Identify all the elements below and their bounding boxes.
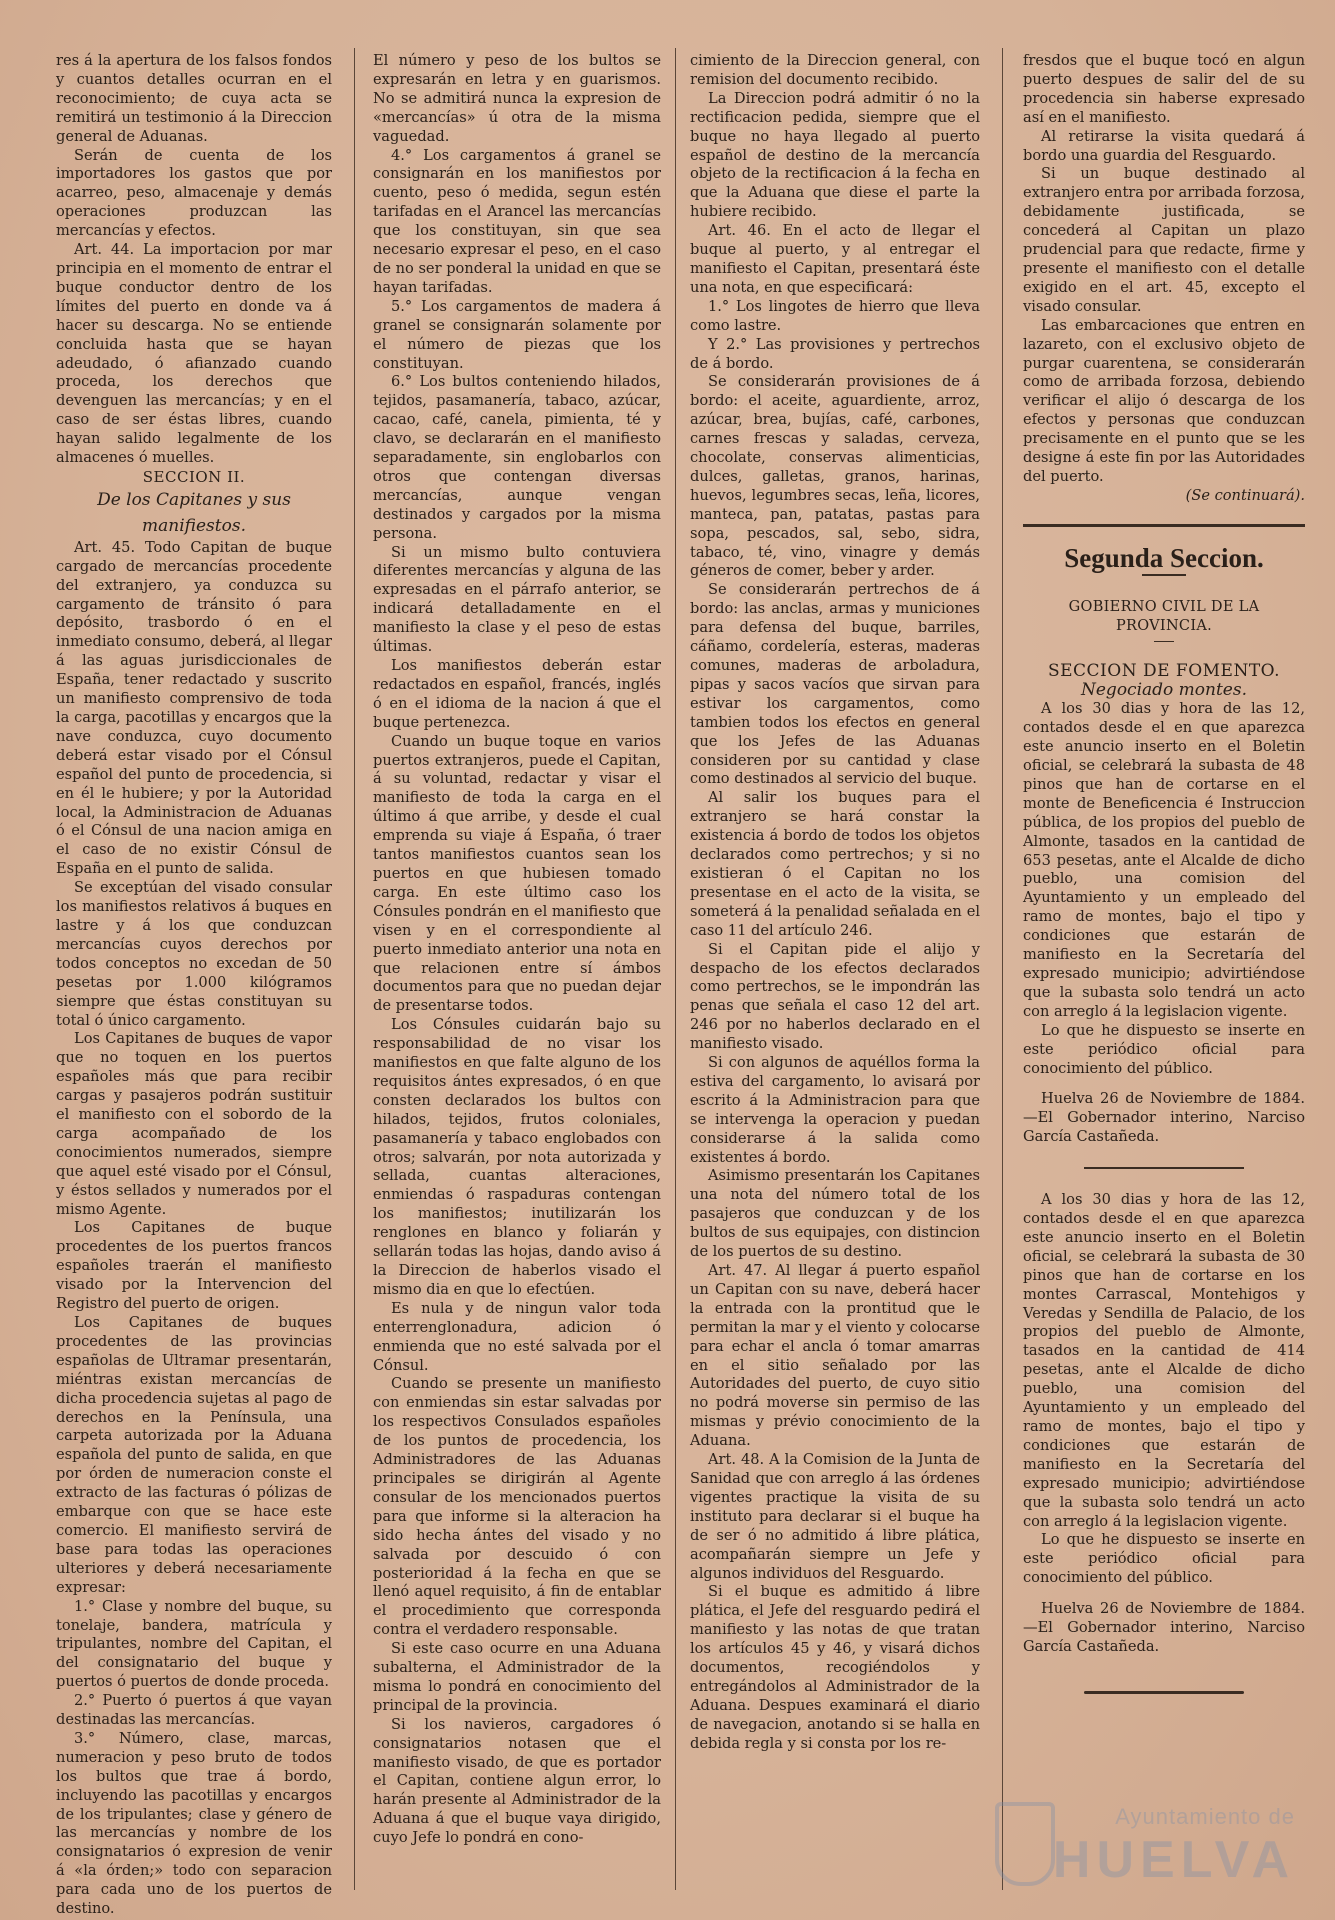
paragraph: Los Capitanes de buques de vapor que no toquen en los puertos españoles más que para recibir cargas y pasajeros podrán sustituir el manifiesto con el sobordo de la carga acompañado de los conocimientos numerados, siempre que aquel esté visado por el Cónsul, y éstos sellados y numerados por el mismo Agente. — [56, 1030, 332, 1218]
paragraph: El número y peso de los bultos se expresarán en letra y en guarismos. No se admitirá nunca la expresion de «mercancías» ú otra de la misma vaguedad. — [373, 52, 661, 145]
title-dash — [1142, 574, 1186, 576]
column-1 — [56, 52, 332, 1918]
paragraph: Art. 48. A la Comision de la Junta de Sanidad que con arreglo á las órdenes vigentes practique la visita de su instituto para declarar si el buque ha de ser ó no admitido á libre plática, acompañarán siempre un Jefe y algunos individuos del Resguardo. — [690, 1451, 980, 1582]
section-rule — [1023, 524, 1305, 527]
paragraph: Se considerarán provisiones de á bordo: el aceite, aguardiente, arroz, azúcar, brea, bujías, café, carbones, carnes frescas y saladas, cerveza, chocolate, conservas alimenticias, dulces, galletas, granos, harinas, huevos, legumbres secas, leña, licores, manteca, pan, patatas, pastas para sopa, pescados, sal, sebo, sidra, tabaco, té, vino, vinagre y demás géneros de comer, beber y arder. — [690, 373, 980, 580]
paragraph: Serán de cuenta de los importadores los gastos que por acarreo, peso, almacenaje y demás operaciones produzcan las mercancías y efectos. — [56, 146, 332, 240]
paragraph: La Direccion podrá admitir ó no la rectificacion pedida, siempre que el buque no haya llegado al puerto español de destino de la mercancía objeto de la rectificacion á la fecha en que la Aduana que diese el parte la hubiere recibido. — [690, 89, 980, 221]
paragraph: 6.° Los bultos conteniendo hilados, tejidos, pasamanería, tabaco, azúcar, cacao, café, canela, pimienta, té y clavo, se declararán en el manifiesto separadamente, sin englobarlos con otros que contengan diversas mercancías, aunque vengan destinados y cargados por la misma persona. — [373, 373, 661, 542]
paragraph: res á la apertura de los falsos fondos y cuantos detalles ocurran en el reconocimiento; de cuya acta se remitirá un testimonio á la Direccion general de Aduanas. — [56, 52, 332, 145]
negociado-title: Negociado montes. — [1081, 680, 1247, 701]
watermark-line1: Ayuntamiento de — [1115, 1804, 1295, 1829]
paragraph: Los Capitanes de buques procedentes de las provincias españolas de Ultramar presentarán, miéntras existan mercancías de dicha procedencia sujetas al pago de derechos en la Península, una carpeta autorizada por la Aduana española del punto de salida, en que por órden de numeracion conste el extracto de las facturas ó pólizas de embarque con que se hace este comercio. El manifiesto servirá de base para todas las operaciones ulteriores y deberá necesariamente expresar: — [56, 1314, 332, 1596]
paragraph: Art. 47. Al llegar á puerto español un Capitan con su nave, deberá hacer la entrada con la prontitud que le permitan la mar y el viento y colocarse para echar el ancla ó tomar amarras en el sitio señalado por las Autoridades del puerto, de cuyo sitio no podrá moverse sin permiso de las mismas y prévio conocimiento de la Aduana. — [690, 1262, 980, 1450]
watermark — [995, 1792, 1295, 1902]
paragraph: Los Capitanes de buque procedentes de los puertos francos españoles traerán el manifiesto visado por la Intervencion del Registro del puerto de origen. — [56, 1219, 332, 1313]
paragraph: Art. 46. En el acto de llegar el buque al puerto, y al entregar el manifiesto el Capitan, presentará éste una nota, en que especificará: — [690, 222, 980, 296]
paragraph: 4.° Los cargamentos á granel se consignarán en los manifiestos por cuento, peso ó medida, segun estén tarifadas en el Arancel las mercancías que los constituyan, sin que sea necesario expresar el peso, en el caso de no ser ponderal la unidad en que se hayan tarifadas. — [373, 146, 661, 296]
paragraph: fresdos que el buque tocó en algun puerto despues de salir del de su procedencia sin haberse expresado así en el manifiesto. — [1023, 52, 1305, 126]
paragraph: 1.° Los lingotes de hierro que lleva como lastre. — [690, 297, 980, 334]
column-divider — [675, 48, 676, 1890]
paragraph: 1.° Clase y nombre del buque, su tonelaje, bandera, matrícula y tripulantes, nombre del Capitan, el del consignatario del buque y puertos ó puertos de donde proceda. — [56, 1597, 332, 1691]
paragraph: Al retirarse la visita quedará á bordo una guardia del Resguardo. — [1023, 127, 1305, 164]
paragraph: cimiento de la Direccion general, con remision del documento recibido. — [690, 52, 980, 88]
gov-title: GOBIERNO CIVIL DE LA PROVINCIA. — [1068, 598, 1260, 634]
paragraph: Si los navieros, cargadores ó consignatarios notasen que el manifiesto visado, de que es portador el Capitan, contiene algun error, lo harán presente al Administrador de la Aduana á que el buque vaya dirigido, cuyo Jefe lo pondrá en cono- — [373, 1715, 661, 1847]
paragraph: Art. 44. La importacion por mar principia en el momento de entrar el buque conductor dentro de los límites del puerto en donde va á hacer su descarga. No se entiende concluida hasta que se hayan adeudado, ó afianzado cuando proceda, los derechos que devenguen las mercancías; y en el caso de ser éstas libres, cuando hayan salido legalmente de los almacenes ó muelles. — [56, 241, 332, 467]
paragraph: Las embarcaciones que entren en lazareto, con el exclusivo objeto de purgar cuarentena, se considerarán como de arribada forzosa, debiendo verificar el alijo ó descarga de los efectos y personas que conduzcan precisamente en el punto que se les designe á este fin por las Autoridades del puerto. — [1023, 316, 1305, 485]
paragraph: Si este caso ocurre en una Aduana subalterna, el Administrador de la misma lo pondrá en conocimiento del principal de la provincia. — [373, 1640, 661, 1714]
notice-paragraph: Lo que he dispuesto se inserte en este periódico oficial para conocimiento del público. — [1023, 1531, 1305, 1587]
column-3 — [690, 52, 980, 1896]
column-4 — [1023, 52, 1305, 1896]
paragraph: Si el buque es admitido á libre plática, el Jefe del resguardo pedirá el manifiesto y las notas de que tratan los artículos 45 y 46, y visará dichos documentos, recogiéndolos y entregándolos al Administrador de la Aduana. Despues examinará el diario de navegacion, anotando si se halla en debida regla y si consta por los re- — [690, 1583, 980, 1752]
paragraph: Es nula y de ningun valor toda enterrenglonadura, adicion ó enmienda que no esté salvada por el Cónsul. — [373, 1299, 661, 1374]
shield-icon — [995, 1802, 1055, 1886]
paragraph: 2.° Puerto ó puertos á que vayan destinadas las mercancías. — [56, 1692, 332, 1729]
paragraph: Cuando un buque toque en varios puertos extranjeros, puede el Capitan, á su voluntad, redactar y visar el manifiesto de toda la carga en el último á que arribe, y desde el cual emprenda su viaje á España, ó traer tantos manifiestos cuantos sean los puertos en que hubiesen tomado carga. En este último caso los Cónsules pondrán en el manifiesto que visen y en el correspondiente al puerto inmediato anterior una nota en que relacionen entre sí ámbos documentos para que no puedan dejar de presentarse todos. — [373, 732, 662, 1015]
paragraph: Los manifiestos deberán estar redactados en español, francés, inglés ó en el idioma de la nacion á que el buque pertenezca. — [373, 657, 661, 731]
paragraph: 3.° Número, clase, marcas, numeracion y peso bruto de todos los bultos que trae á bordo, incluyendo las pacotillas y encargos de los tripulantes; clase y género de las mercancías y nombre de los consignatarios ó expresion de venir á «la órden;» todo con separacion para cada uno de los puertos de destino. — [56, 1729, 332, 1918]
end-rule — [1084, 1691, 1244, 1694]
column-divider — [1002, 48, 1003, 1890]
paragraph: Art. 45. Todo Capitan de buque cargado de mercancías procedente del extranjero, ya conduzca su cargamento de tránsito ó para depósito, trasbordo ó en el inmediato consumo, deberá, al llegar á las aguas jurisdiccionales de España, tener redactado y suscrito un manifiesto comprensivo de toda la carga, pacotillas y encargos que la nave conduzca, cuyo documento deberá estar visado por el Cónsul español del punto de procedencia, si en él le hubiere; y por la Autoridad local, la Administracion de Aduanas ó el Cónsul de una nacion amiga en el caso de no existir Cónsul de España en el punto de salida. — [56, 538, 332, 878]
column-divider — [354, 48, 355, 1890]
paragraph: Se considerarán pertrechos de á bordo: las anclas, armas y municiones para defensa del buque, barriles, cáñamo, cordelería, esteras, maderas comunes, maderas de arboladura, pipas y sacos vacíos que sirvan para estivar los cargamentos, como tambien todos los efectos en general que los Jefes de las Aduanas consideren por su cantidad y clase como destinados al servicio del buque. — [690, 581, 980, 788]
paragraph: Si un mismo bulto contuviera diferentes mercancías y alguna de las expresadas en el párrafo anterior, se indicará detalladamente en el manifiesto la clase y el peso de estas últimas. — [373, 543, 661, 656]
title-dash — [1154, 641, 1174, 642]
paragraph: Cuando se presente un manifiesto con enmiendas sin estar salvadas por los respectivos Consulados españoles de los puntos de procedencia, los Administradores de las Aduanas principales se dirigirán al Agente consular de los mencionados puertos para que informe si la alteracion ha sido hecha ántes del visado y no salvada por descuido ó con posterioridad á la fecha en que se llenó aquel requisito, á fin de entablar el procedimiento que corresponda contra el verdadero responsable. — [373, 1375, 661, 1639]
signature-line: Huelva 26 de Noviembre de 1884. —El Gobernador interino, Narciso García Castañeda. — [1023, 1600, 1305, 1655]
paragraph: Se exceptúan del visado consular los manifiestos relativos á buques en lastre y á los que conduzcan mercancías cuyos derechos por todos conceptos no excedan de 50 pesetas por 1.000 kilógramos siempre que éstas constituyan su total ó único cargamento. — [56, 879, 332, 1029]
continued-note: (Se continuará). — [1185, 486, 1305, 504]
paragraph: Los Cónsules cuidarán bajo su responsabilidad de no visar los manifiestos en que falte alguno de los requisitos ántes expresados, ó en que consten declarados los bultos con hilados, tejidos, frutos coloniales, pasamanería y tabaco englobados con otros; salvarán, por nota autorizada y sellada, cuantas alteraciones, enmiendas ó raspaduras contengan los manifiestos; inutilizarán los renglones en blanco y foliarán y sellarán todas las hojas, dando aviso á la Direccion de haberlos visado el mismo dia en que lo efectúen. — [373, 1016, 661, 1298]
paragraph: Si el Capitan pide el alijo y despacho de los efectos declarados como pertrechos, se le impondrán las penas que señala el caso 12 del art. 246 por no haberlos declarado en el manifiesto visado. — [690, 940, 980, 1053]
notice-paragraph: Lo que he dispuesto se inserte en este periódico oficial para conocimiento del público. — [1023, 1021, 1305, 1077]
section-title: Segunda Seccion. — [1064, 542, 1264, 573]
notice-paragraph: A los 30 dias y hora de las 12, contados desde el en que aparezca este anuncio inserto en el Boletin oficial, se celebrará la subasta de 48 pinos que han de cortarse en el monte de Beneficencia é Instruccion pública, de los propios del pueblo de Almonte, tasados en la cantidad de 653 pesetas, ante el Alcalde de dicho pueblo, una comision del Ayuntamiento y un empleado del ramo de montes, bajo el tipo y condiciones que estarán de manifiesto en la Secretaría del expresado municipio; advirtiéndose que la subasta solo tendrá un acto con arreglo á la legislacion vigente. — [1023, 700, 1305, 1020]
paragraph: Si con algunos de aquéllos forma la estiva del cargamento, lo avisará por escrito á la Administracion para que se intervenga la operacion y puedan considerarse á la salida como existentes á bordo. — [690, 1054, 980, 1166]
paragraph: Y 2.° Las provisiones y pertrechos de á bordo. — [690, 335, 980, 372]
fomento-title: SECCION DE FOMENTO. — [1047, 661, 1281, 682]
notice-divider — [1084, 1167, 1244, 1169]
section-heading: SECCION II. — [142, 467, 246, 486]
paragraph: Al salir los buques para el extranjero se hará constar la existencia á bordo de todos los objetos declarados como pertrechos; y si no existieran ó el Capitan no los presentase en el acto de la visita, se someterá á la penalidad señalada en el caso 11 del artículo 246. — [690, 789, 980, 939]
notice-paragraph: A los 30 dias y hora de las 12, contados desde el en que aparezca este anuncio inserto en el Boletin oficial, se celebrará la subasta de 30 pinos que han de cortarse en los montes Carrascal, Montehigos y Veredas y Sendilla de Palacio, de los propios del pueblo de Almonte, tasados en la cantidad de 414 pesetas, ante el Alcalde de dicho pueblo, una comision del Ayuntamiento y un empleado del ramo de montes, bajo el tipo y condiciones que estarán de manifiesto en la Secretaría del expresado municipio; advirtiéndose que la subasta solo tendrá un acto con arreglo á la legislacion vigente. — [1023, 1191, 1305, 1530]
paragraph: 5.° Los cargamentos de madera á granel se consignarán solamente por el número de piezas que los constituyan. — [373, 297, 661, 372]
paragraph: Si un buque destinado al extranjero entra por arribada forzosa, debidamente justificada, se concederá al Capitan un plazo prudencial para que redacte, firme y presente el manifiesto con el detalle exigido en el art. 45, excepto el visado consular. — [1023, 165, 1305, 315]
paragraph: Asimismo presentarán los Capitanes una nota del número total de los pasajeros que conduzcan y de los bultos de sus equipajes, con distincion de los puertos de su destino. — [690, 1167, 980, 1261]
watermark-line2: HUELVA — [1052, 1831, 1295, 1889]
section-subtitle: De los Capitanes y sus manifiestos. — [97, 489, 291, 536]
column-2 — [373, 52, 661, 1896]
signature-line: Huelva 26 de Noviembre de 1884. —El Gobernador interino, Narciso García Castañeda. — [1023, 1090, 1305, 1146]
